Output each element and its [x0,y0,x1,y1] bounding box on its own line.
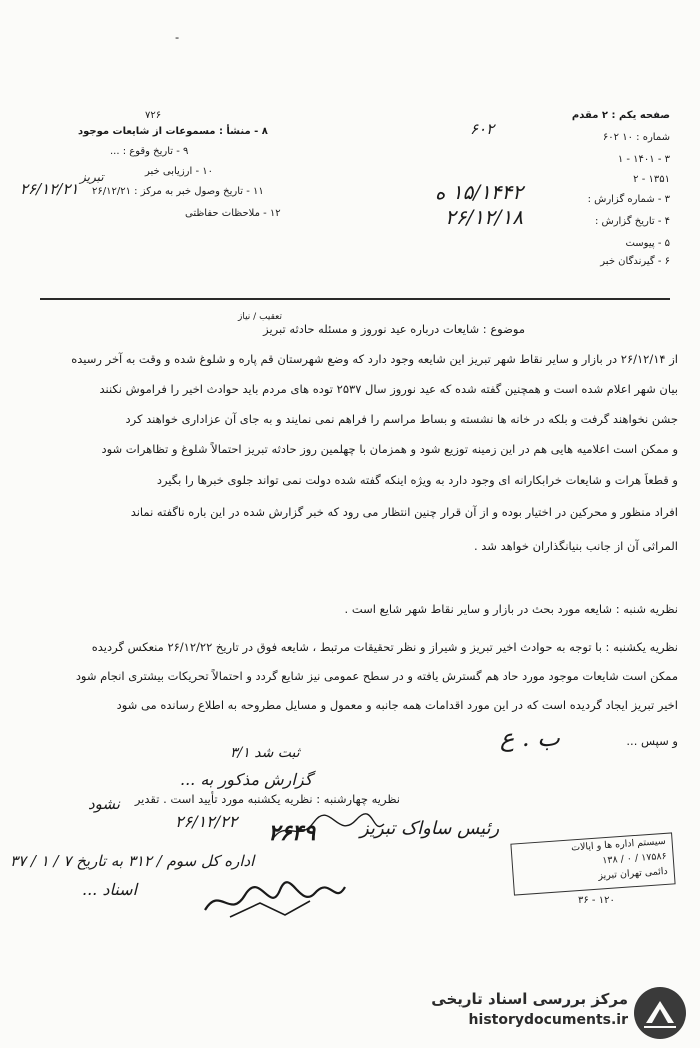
opinion-1: نظریه شنبه : شایعه مورد بحث در بازار و سایر نقاط شهر شایع است . [344,602,678,616]
hand-annotation-4: ۲۶/۱۲/۲۲ [175,812,238,831]
archive-logo-icon [632,985,688,1041]
opinion-2-line-1: نظریه یکشنبه : با توجه به حوادث اخیر تبریز و شیراز و نظر تحقیقات مرتبط ، شایعه فوق در تاریخ ۲۶/۱۲/۲۲ منعکس گردیده [91,640,678,654]
hand-annotation-3: نشود [88,795,120,813]
opinion-2-signature: ب . ع [500,724,560,752]
opinion-3: نظریه چهارشنبه : نظریه یکشنبه مورد تأیید است . تقدیر [134,792,400,806]
hand-left-date: ۲۶/۱۲/۲۱ [20,180,79,198]
signature-scribble-2 [268,810,388,850]
header-left-line-4: ۱۰ - ارزیابی خبر [145,166,213,177]
hand-annotation-1: ثبت شد ۳/۱ [230,745,300,761]
hand-annotation-5: رئیس ساواک تبریز [360,818,500,839]
header-left-line-2: ۸ - منشأ : مسموعات از شایعات موجود [78,126,268,137]
body-line-5: و قطعاً هرات و شایعات خرابکارانه ای وجود دارد به ویژه اینکه گفته شده دولت نمی تواند جلوی خبرها را بگیرد [156,473,678,487]
opinion-2-line-4: و سپس ... [626,734,678,748]
hand-annotation-2: گزارش مذکور به ... [180,770,313,789]
header-left-line-5: ۱۱ - تاریخ وصول خبر به مرکز : ۲۶/۱۲/۲۱ [92,186,264,197]
hand-report-number: ۱۵/۱۴۴۲ ه [435,180,524,204]
body-line-2: بیان شهر اعلام شده است و همچنین گفته شده که عید نوروز سال ۲۵۳۷ توده های مردم باید حوادث اخیر را فراموش نکنند [99,382,678,396]
header-right-line-6: ۴ - تاریخ گزارش : [594,216,670,227]
watermark-url: historydocuments.ir [468,1012,628,1028]
stamp-below-number: ۳۶ - ۱۲۰ [578,895,615,906]
header-right-line-3: ۱ - ۱۴۰۱ - ۳ [617,154,670,165]
subject-margin-note: تعقیب / نیاز [238,312,283,322]
header-left-line-6: ۱۲ - ملاحظات حفاظتی [185,208,281,219]
header-right-line-2: شماره : ۱۰ ۶۰۲ [602,132,670,143]
header-right-line-7: ۵ - پیوست [625,238,670,249]
top-mark: - [175,30,180,44]
header-divider [40,298,670,300]
stamp-line-3: دائمی تهران تبریز [597,865,669,882]
stamp-line-2: ۱۷۵۸۶ / ۰ / ۱۳۸ [601,850,668,867]
hand-top-number: ۶۰۲ [470,120,495,138]
header-right-line-4: ۲ - ۱۳۵۱ [633,174,670,185]
header-right-line-1: صفحه یکم : ۲ مقدم [571,110,670,121]
office-stamp [510,832,675,895]
hand-annotation-6: ۲۶۴۹ [268,820,316,846]
hand-left-word: تبریز [80,170,104,184]
watermark-title: مرکز بررسی اسناد تاریخی [431,990,628,1008]
header-left-line-1: ۷۲۶ [145,110,162,121]
header-right-line-8: ۶ - گیرندگان خبر [600,256,670,267]
stamp-line-1: سیستم اداره ها و ایالات [570,835,666,854]
hand-annotation-7: اداره کل سوم / ۳۱۲ به تاریخ ۷ / ۱ / ۳۷ [10,852,255,870]
opinion-2-line-2: ممکن است شایعات موجود مورد حاد هم گسترش یافته و در سطح عمومی نیز شایع گردد و احتمالاً تحریکات بیشتری انجام شود [75,669,678,683]
signature-scribble [200,875,350,925]
header-left-line-3: ۹ - تاریخ وقوع : ... [110,146,189,157]
body-line-7: المراثی آن از جانب بنیانگذاران خواهد شد . [473,539,678,553]
body-line-6: افراد منظور و محرکین در اختیار بوده و از آن قرار چنین انتظار می رود که خبر گزارش شده در این باره ناگفته نماند [130,505,678,519]
body-line-1: از ۲۶/۱۲/۱۴ در بازار و ساير نقاط شهر تبريز اين شايعه وجود دارد كه وضع شهرستان قم پاره و شلوغ شده و وقت به آخر رسيده [71,352,678,366]
hand-annotation-8: اسناد ... [82,880,138,899]
opinion-2-line-3: اخیر تبریز ایجاد گردیده است که در این مورد اقدامات همه جانبه و معمول و مسایل مطروحه به اطلاع رسانده می شود [116,698,678,712]
subject-line: موضوع : شایعات درباره عید نوروز و مسئله حادثه تبریز [263,322,525,336]
hand-report-date: ۲۶/۱۲/۱۸ [445,205,523,229]
body-line-3: جشن نخواهند گرفت و بلکه در خانه ها نشسته و بساط مراسم را فراهم نمی نمایند و به جای آن عزاداری خواهند کرد [125,412,678,426]
header-right-line-5: ۳ - شماره گزارش : [587,194,670,205]
body-line-4: و ممکن است اعلامیه هایی هم در این زمینه توزیع شود و همزمان با چهلمین روز حادثه تبریز احتمالاً شلوغ و تظاهرات شود [101,442,678,456]
